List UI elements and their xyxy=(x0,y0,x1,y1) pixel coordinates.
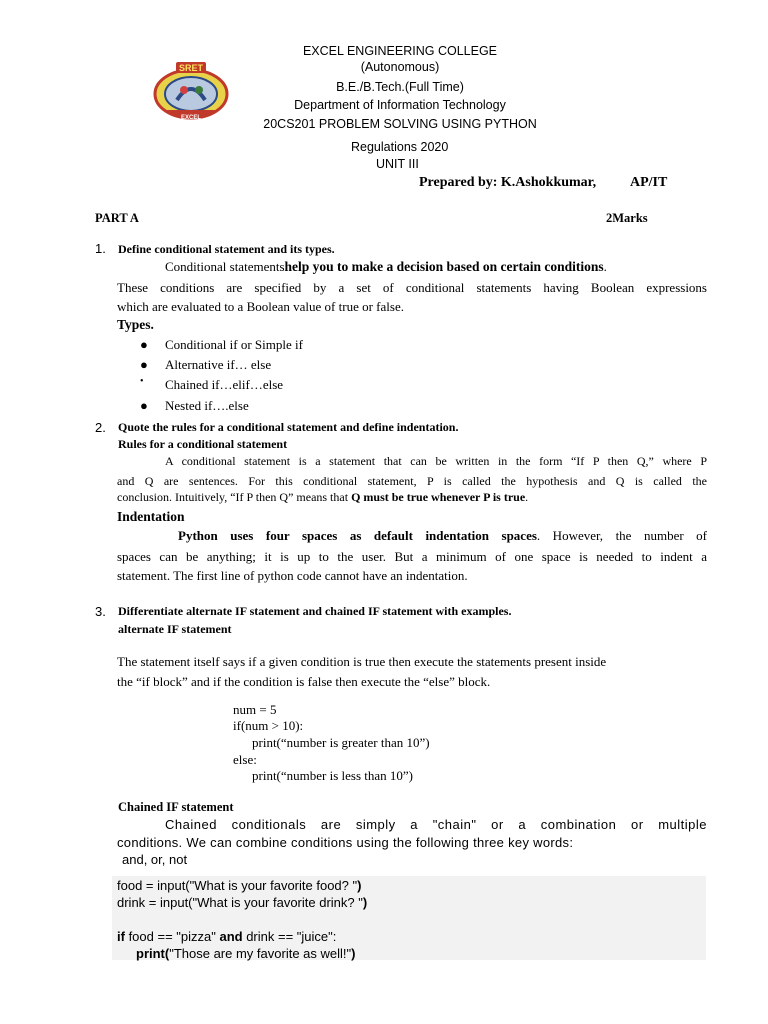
q2-indent-line1-rest: . However, the number of xyxy=(536,528,708,543)
q2-indent-label: Indentation xyxy=(117,509,185,524)
code1-line1: num = 5 xyxy=(233,702,277,717)
code2-line1-a: food = input( xyxy=(117,878,190,893)
q2-rules-line1: A conditional statement is a statement that can be written in the form “If P then Q,” where P xyxy=(165,454,707,468)
q2-title: Quote the rules for a conditional statement and define indentation. xyxy=(118,420,459,434)
q2-indent-line1 xyxy=(178,528,707,544)
bullet-icon: • xyxy=(140,376,144,387)
q3-chained-line3: and, or, not xyxy=(122,852,188,867)
code2-print-end: ) xyxy=(351,946,356,961)
designation: AP/IT xyxy=(630,175,668,190)
code2-line2 xyxy=(117,895,367,910)
logo-text-bottom: EXCEL xyxy=(180,115,202,121)
q3-alt-label: alternate IF statement xyxy=(118,622,232,636)
code2-cond-b: drink == "juice": xyxy=(242,929,337,944)
code2-line2-string: "What is your favorite drink? " xyxy=(192,895,363,910)
code2-line1-string: "What is your favorite food? " xyxy=(189,878,358,893)
course-label: 20CS201 PROBLEM SOLVING USING PYTHON xyxy=(263,117,537,131)
logo-text-top: SRET xyxy=(178,63,204,73)
degree-label: B.E./B.Tech.(Full Time) xyxy=(336,80,464,94)
code1-line2: if(num > 10): xyxy=(233,718,304,733)
q3-alt-line1: The statement itself says if a given condition is true then execute the statements present inside xyxy=(117,654,607,669)
bullet-icon: ● xyxy=(140,337,148,352)
code1-line4: else: xyxy=(233,752,257,767)
q1-type-4: Nested if….else xyxy=(165,398,249,413)
q2-rules-label: Rules for a conditional statement xyxy=(118,437,288,451)
code2-line2-c: ) xyxy=(362,895,368,910)
q3-chained-line1: Chained conditionals are simply a "chain" or a combination or multiple xyxy=(165,817,707,832)
q1-p1-normal: Conditional statements xyxy=(165,259,285,274)
regulations-label: Regulations 2020 xyxy=(351,140,449,154)
q1-para-line1 xyxy=(165,259,607,275)
code1-line5: print(“number is less than 10”) xyxy=(252,768,414,783)
q1-type-2: Alternative if… else xyxy=(165,357,272,372)
code2-line3 xyxy=(117,929,336,944)
autonomous-label: (Autonomous) xyxy=(360,60,440,74)
q2-rules-line2: and Q are sentences. For this conditional statement, P is called the hypothesis and Q is called the xyxy=(117,474,707,488)
code2-and-keyword: and xyxy=(219,929,243,944)
q2-number: 2. xyxy=(95,420,106,435)
q2-rules-line3-end: . xyxy=(525,490,529,504)
q1-number: 1. xyxy=(95,241,106,256)
q3-chained-line2: conditions. We can combine conditions using the following three key words: xyxy=(117,835,574,850)
q2-indent-line1-bold: Python uses four spaces as default indentation spaces xyxy=(178,528,537,543)
q2-rules-line3 xyxy=(117,490,528,505)
q1-title: Define conditional statement and its types. xyxy=(118,242,335,256)
code2-print-string: "Those are my favorite as well!" xyxy=(169,946,352,961)
q2-rules-line3-a: conclusion. Intuitively, “If P then Q” means that xyxy=(117,490,352,504)
q2-rules-line3-bold: Q must be true whenever P is true xyxy=(351,490,526,504)
q1-p1-bold: help you to make a decision based on certain conditions xyxy=(284,259,604,274)
q1-p1-end: . xyxy=(603,259,607,274)
bullet-icon: ● xyxy=(140,398,148,413)
code1-line3: print(“number is greater than 10”) xyxy=(252,735,430,750)
bullet-icon: ● xyxy=(140,357,148,372)
q1-type-1: Conditional if or Simple if xyxy=(165,337,303,352)
q2-indent-line3: statement. The first line of python code cannot have an indentation. xyxy=(117,568,468,583)
code2-print: print( xyxy=(136,946,170,961)
q1-para-line2: These conditions are specified by a set of conditional statements having Boolean expressions xyxy=(117,280,707,295)
q3-number: 3. xyxy=(95,604,106,619)
marks-label: 2Marks xyxy=(606,211,648,225)
department-label: Department of Information Technology xyxy=(294,98,506,112)
q1-type-3: Chained if…elif…else xyxy=(165,377,284,392)
q1-para-line3: which are evaluated to a Boolean value of true or false. xyxy=(117,299,404,314)
unit-label: UNIT III xyxy=(376,157,419,171)
q3-alt-line2: the “if block” and if the condition is false then execute the “else” block. xyxy=(117,674,491,689)
code2-line1-c: ) xyxy=(357,878,362,893)
prepared-by: Prepared by: K.Ashokkumar, xyxy=(419,175,597,190)
code2-cond-a: food == "pizza" xyxy=(124,929,220,944)
code2-line2-a: drink = input( xyxy=(117,895,193,910)
q2-indent-line2: spaces can be anything; it is up to the user. But a minimum of one space is needed to indent a xyxy=(117,549,707,564)
q1-types-label: Types. xyxy=(117,317,154,332)
college-name: EXCEL ENGINEERING COLLEGE xyxy=(302,44,498,58)
q3-title: Differentiate alternate IF statement and chained IF statement with examples. xyxy=(118,604,512,618)
code2-line1 xyxy=(117,878,361,893)
part-label: PART A xyxy=(95,211,139,225)
q3-chained-label: Chained IF statement xyxy=(118,800,234,814)
code2-line4 xyxy=(136,946,355,961)
code2-if-keyword: if xyxy=(117,929,125,944)
